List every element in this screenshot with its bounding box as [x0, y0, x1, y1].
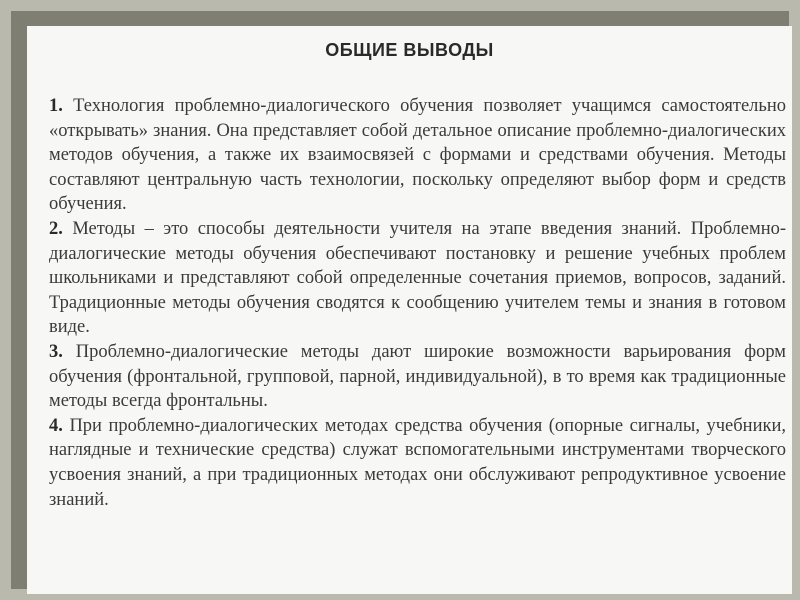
- paragraph-text: Проблемно-диалогические методы дают широкие возможности варьирования форм обучения (фронтальной, групповой, парной, индивидуальной), в то время как традиционные методы всегда фронтальны.: [49, 341, 787, 412]
- document-page: [27, 26, 792, 594]
- paragraph-text: При проблемно-диалогических методах средства обучения (опорные сигналы, учебники, наглядные и технические средства) служат вспомогательными инструментами творческого усвоения знаний, а при традиционных методах они обслуживают репродуктивное усвоение знаний.: [49, 415, 786, 510]
- document-body: [49, 94, 786, 512]
- paragraph-1: [49, 94, 786, 217]
- slide-frame: [11, 11, 789, 589]
- paragraph-number: 4.: [49, 415, 63, 436]
- paragraph-2: [49, 217, 786, 340]
- paragraph-text: Методы – это способы деятельности учителя на этапе введения знаний. Проблемно-диалогические методы обучения обеспечивают постановку и решение учебных проблем школьниками и представляют собой определенные сочетания приемов, вопросов, заданий. Традиционные методы обучения сводятся к сообщению учителем темы и знания в готовом виде.: [49, 218, 787, 338]
- document-title: ОБЩИЕ ВЫВОДЫ: [325, 40, 494, 60]
- paragraph-4: [49, 414, 786, 512]
- paragraph-3: [49, 340, 786, 414]
- paragraph-number: 1.: [49, 96, 63, 116]
- paragraph-number: 2.: [49, 218, 63, 239]
- paragraph-text: Технология проблемно-диалогического обучения позволяет учащимся самостоятельно «открывать» знания. Она представляет собой детальное описание проблемно-диалогических методов обучения, а также их взаимосвязей с формами и средствами обучения. Методы составляют центральную часть технологии, поскольку определяют выбор форм и средств обучения.: [49, 96, 787, 215]
- paragraph-number: 3.: [49, 341, 63, 362]
